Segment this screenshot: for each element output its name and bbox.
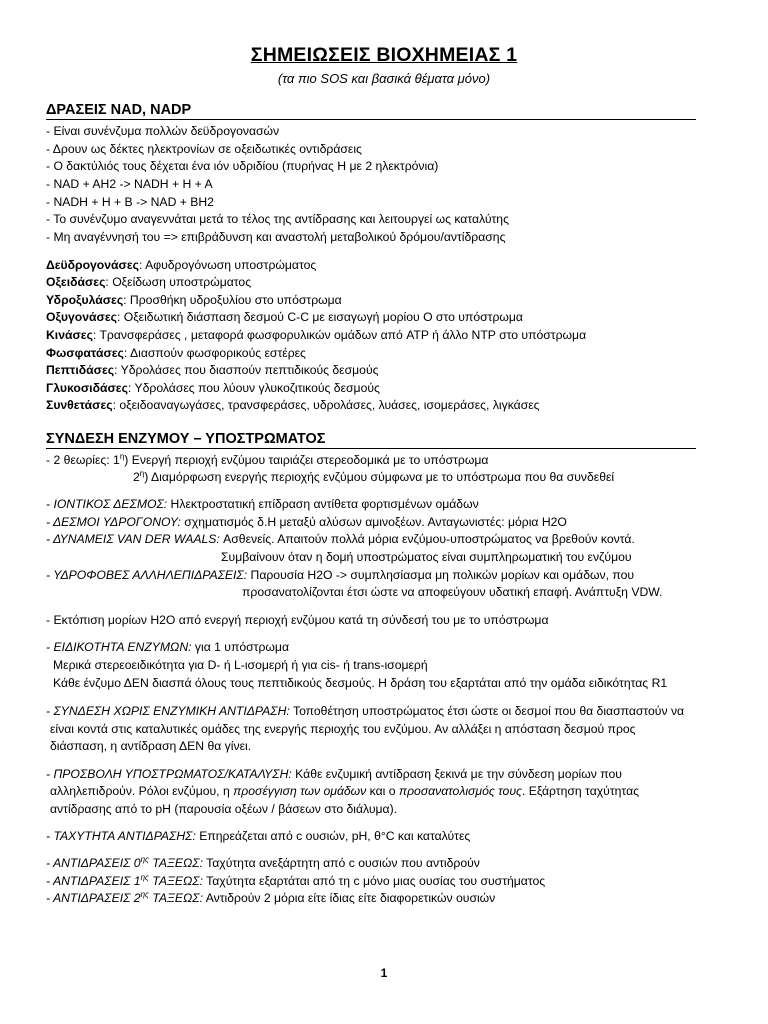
definition-text: : Υδρολάσες που διασπούν πεπτιδικούς δεσμούς — [114, 363, 379, 377]
catalysis-line-3: αντίδρασης από το pH (παρουσία οξέων / βάσεων στο διάλυμα). — [50, 802, 398, 816]
definition-text: : Τρανσφεράσες , μεταφορά φωσφορυλικών ομάδων από ATP ή άλλο NTP στο υπόστρωμα — [92, 328, 587, 342]
definition-line — [46, 327, 586, 343]
definition-line — [46, 309, 523, 325]
order-two-line — [46, 890, 495, 906]
item-label: - ΔΥΝΑΜΕΙΣ VAN DER WAALS: — [46, 532, 220, 546]
text-span: ) Διαμόρφωση ενεργής περιοχής ενζύμου σύμφωνα με το υπόστρωμα που θα συνδεθεί — [144, 470, 615, 484]
definition-term: Συνθετάσες — [46, 398, 113, 412]
item-label: - ΤΑΧΥΤΗΤΑ ΑΝΤΙΔΡΑΣΗΣ: — [46, 829, 196, 843]
bullet-line: - Το συνένζυμο αναγεννάται μετά το τέλος της αντίδρασης και λειτουργεί ως καταλύτης — [46, 212, 509, 226]
definition-text: : Προσθήκη υδροξυλίου στο υπόστρωμα — [123, 293, 342, 307]
section-heading-nad: ΔΡΑΣΕΙΣ NAD, NADP — [46, 102, 696, 120]
item-label: - ΔΕΣΜΟΙ ΥΔΡΟΓΟΝΟΥ: — [46, 515, 181, 529]
vdw-line — [46, 531, 635, 547]
definition-text: : Υδρολάσες που λύουν γλυκοζιτικούς δεσμούς — [127, 381, 380, 395]
item-text: Τοποθέτηση υποστρώματος έτσι ώστε οι δεσμοί που θα διασπαστούν να — [289, 704, 685, 718]
item-text: προσανατολίζονται έτσι ώστε να αποφεύγουν υδατική επαφή. Ανάπτυξη — [242, 585, 628, 599]
text-span: ) Ενεργή περιοχή ενζύμου ταιριάζει στερεοδομικά με το υπόστρωμα — [124, 453, 489, 467]
specificity-line-2: Μερικά στερεοειδικότητα για D- ή L-ισομερή ή για cis- ή trans-ισομερή — [53, 658, 428, 672]
superscript: η — [119, 451, 125, 461]
rate-line — [46, 828, 470, 844]
item-text: για 1 υπόστρωμα — [191, 640, 290, 654]
nonenzymatic-line — [46, 703, 684, 719]
item-label: ΤΑΞΕΩΣ: — [148, 874, 203, 888]
item-text: προσέγγιση των ομάδων — [233, 784, 367, 798]
item-label: ΤΑΞΕΩΣ: — [148, 891, 203, 905]
definition-term: Πεπτιδάσες — [46, 363, 115, 377]
hbond-line — [46, 514, 567, 530]
item-text: και ο — [366, 784, 399, 798]
definition-term: Οξυγονάσες — [46, 310, 117, 324]
definition-term: Φωσφατάσες — [46, 346, 124, 360]
page-title: ΣΗΜΕΙΩΣΕΙΣ ΒΙΟΧΗΜΕΙΑΣ 1 — [250, 44, 518, 66]
definition-line — [46, 345, 306, 361]
text-span: - 2 θεωρίες: 1 — [46, 453, 120, 467]
ionic-line — [46, 496, 479, 512]
item-text: Παρουσία H2O -> συμπλησίασμα μη πολικών μορίων και ομάδων, που — [247, 568, 635, 582]
specificity-line — [46, 639, 289, 655]
page-number: 1 — [380, 966, 388, 980]
definition-term: Οξειδάσες — [46, 275, 106, 289]
superscript: η — [139, 468, 145, 478]
item-label: - ΥΔΡΟΦΟΒΕΣ ΑΛΛΗΛΕΠΙΔΡΑΣΕΙΣ: — [46, 568, 248, 582]
definition-text: : οξειδοαναγωγάσες, τρανσφεράσες, υδρολάσες, λυάσες, ισομεράσες, λιγκάσες — [112, 398, 540, 412]
nonenzymatic-line-3: διάσπαση, η αντίδραση ΔΕΝ θα γίνει. — [50, 739, 252, 753]
item-text: σχηματισμός δ.Η μεταξύ αλύσων αμινοξέων. Ανταγωνιστές: μόρια H2O — [180, 515, 567, 529]
vdw-line-2: Συμβαίνουν όταν η δομή υποστρώματος είναι συμπληρωματική του ενζύμου — [221, 550, 632, 564]
item-text: Ταχύτητα εξαρτάται από τη c μόνο μιας ουσίας του συστήματος — [202, 874, 546, 888]
theories-line-2 — [133, 469, 614, 485]
hydrophobic-line-2 — [242, 584, 662, 600]
item-text: Ασθενείς. Απαιτούν πολλά μόρια ενζύμου-υποστρώματος να βρεθούν κοντά. — [219, 532, 635, 546]
definition-term: Δεϋδρογονάσες — [46, 258, 139, 272]
definition-term: Υδροξυλάσες — [46, 293, 124, 307]
item-label: - ΑΝΤΙΔΡΑΣΕΙΣ 2 — [46, 891, 141, 905]
item-label: - ΣΥΝΔΕΣΗ ΧΩΡΙΣ ΕΝΖΥΜΙΚΗ ΑΝΤΙΔΡΑΣΗ: — [46, 704, 290, 718]
text-span: 2 — [133, 470, 140, 484]
definition-line — [46, 397, 540, 413]
superscript: ης — [140, 872, 149, 882]
page-subtitle: (τα πιο SOS και βασικά θέματα μόνο) — [277, 71, 491, 86]
definition-line — [46, 380, 380, 396]
bullet-line: - NADH + H + B -> NAD + BH2 — [46, 195, 214, 209]
definition-line — [46, 362, 378, 378]
item-label: - ΑΝΤΙΔΡΑΣΕΙΣ 0 — [46, 856, 141, 870]
item-text: Επηρεάζεται από c ουσιών, pH, θ°C και καταλύτες — [195, 829, 471, 843]
item-text: Ταχύτητα ανεξάρτητη από c ουσιών που αντιδρούν — [202, 856, 480, 870]
item-text: Κάθε ενζυμική αντίδραση ξεκινά με την σύνδεση μορίων που — [291, 767, 622, 781]
definition-term: Γλυκοσιδάσες — [46, 381, 128, 395]
catalysis-line — [46, 766, 622, 782]
order-one-line — [46, 873, 545, 889]
definition-term: Κινάσες — [46, 328, 93, 342]
definition-text: : Οξειδωτική διάσπαση δεσμού C-C με εισαγωγή μορίου Ο στο υπόστρωμα — [116, 310, 523, 324]
specificity-line-3: Κάθε ένζυμο ΔΕΝ διασπά όλους τους πεπτιδικούς δεσμούς. Η δράση του εξαρτάται από την ομάδα ειδικότητας R1 — [53, 676, 668, 690]
item-text: Αντιδρούν 2 μόρια είτε ίδιας είτε διαφορετικών ουσιών — [202, 891, 496, 905]
superscript: ης — [140, 889, 149, 899]
bullet-line: - Δρουν ως δέκτες ηλεκτρονίων σε οξειδωτικές οντιδράσεις — [46, 142, 362, 156]
definition-line — [46, 274, 251, 290]
item-label: ΤΑΞΕΩΣ: — [148, 856, 203, 870]
item-text: Ηλεκτροστατική επίδραση αντίθετα φορτισμένων ομάδων — [167, 497, 479, 511]
item-label: - ΕΙΔΙΚΟΤΗΤΑ ΕΝΖΥΜΩΝ: — [46, 640, 192, 654]
item-text: VDW. — [627, 585, 663, 599]
definition-line — [46, 292, 342, 308]
definition-text: : Αφυδρογόνωση υποστρώματος — [138, 258, 317, 272]
catalysis-line-2 — [50, 783, 639, 799]
theories-line — [46, 452, 488, 468]
item-text: . Εξάρτηση ταχύτητας — [521, 784, 639, 798]
superscript: ης — [140, 854, 149, 864]
definition-text: : Διασπούν φωσφορικούς εστέρες — [123, 346, 306, 360]
bullet-line: - Είναι συνένζυμα πολλών δεϋδρογονασών — [46, 124, 280, 138]
hydrophobic-line — [46, 567, 634, 583]
item-label: - ΑΝΤΙΔΡΑΣΕΙΣ 1 — [46, 874, 141, 888]
order-zero-line — [46, 855, 480, 871]
bullet-line: - Μη αναγέννησή του => επιβράδυνση και αναστολή μεταβολικού δρόμου/αντίδρασης — [46, 230, 506, 244]
bullet-line: - Ο δακτύλιός τους δέχεται ένα ιόν υδριδίου (πυρήνας Η με 2 ηλεκτρόνια) — [46, 159, 439, 173]
item-label: - ΙΟΝΤΙΚΟΣ ΔΕΣΜΟΣ: — [46, 497, 168, 511]
bullet-line: - NAD + AH2 -> NADH + H + A — [46, 177, 213, 191]
nonenzymatic-line-2: είναι κοντά στις καταλυτικές ομάδες της ενεργής περιοχής του ενζύμου. Αν αλλάξει η απόσταση δεσμού προς — [50, 722, 636, 736]
section-heading-binding: ΣΥΝΔΕΣΗ ΕΝΖΥΜΟΥ – ΥΠΟΣΤΡΩΜΑΤΟΣ — [46, 431, 696, 449]
definition-text: : Οξείδωση υποστρώματος — [105, 275, 252, 289]
item-text: προσανατολισμός τους — [398, 784, 522, 798]
item-label: - ΠΡΟΣΒΟΛΗ ΥΠΟΣΤΡΩΜΑΤΟΣ/ΚΑΤΑΛΥΣΗ: — [46, 767, 292, 781]
displacement-line: - Εκτόπιση μορίων H2O από ενεργή περιοχή ενζύμου κατά τη σύνδεσή του με το υπόστρωμα — [46, 613, 549, 627]
item-text: αλληλεπιδρούν. Ρόλοι ενζύμου, η — [50, 784, 234, 798]
definition-line — [46, 257, 316, 273]
